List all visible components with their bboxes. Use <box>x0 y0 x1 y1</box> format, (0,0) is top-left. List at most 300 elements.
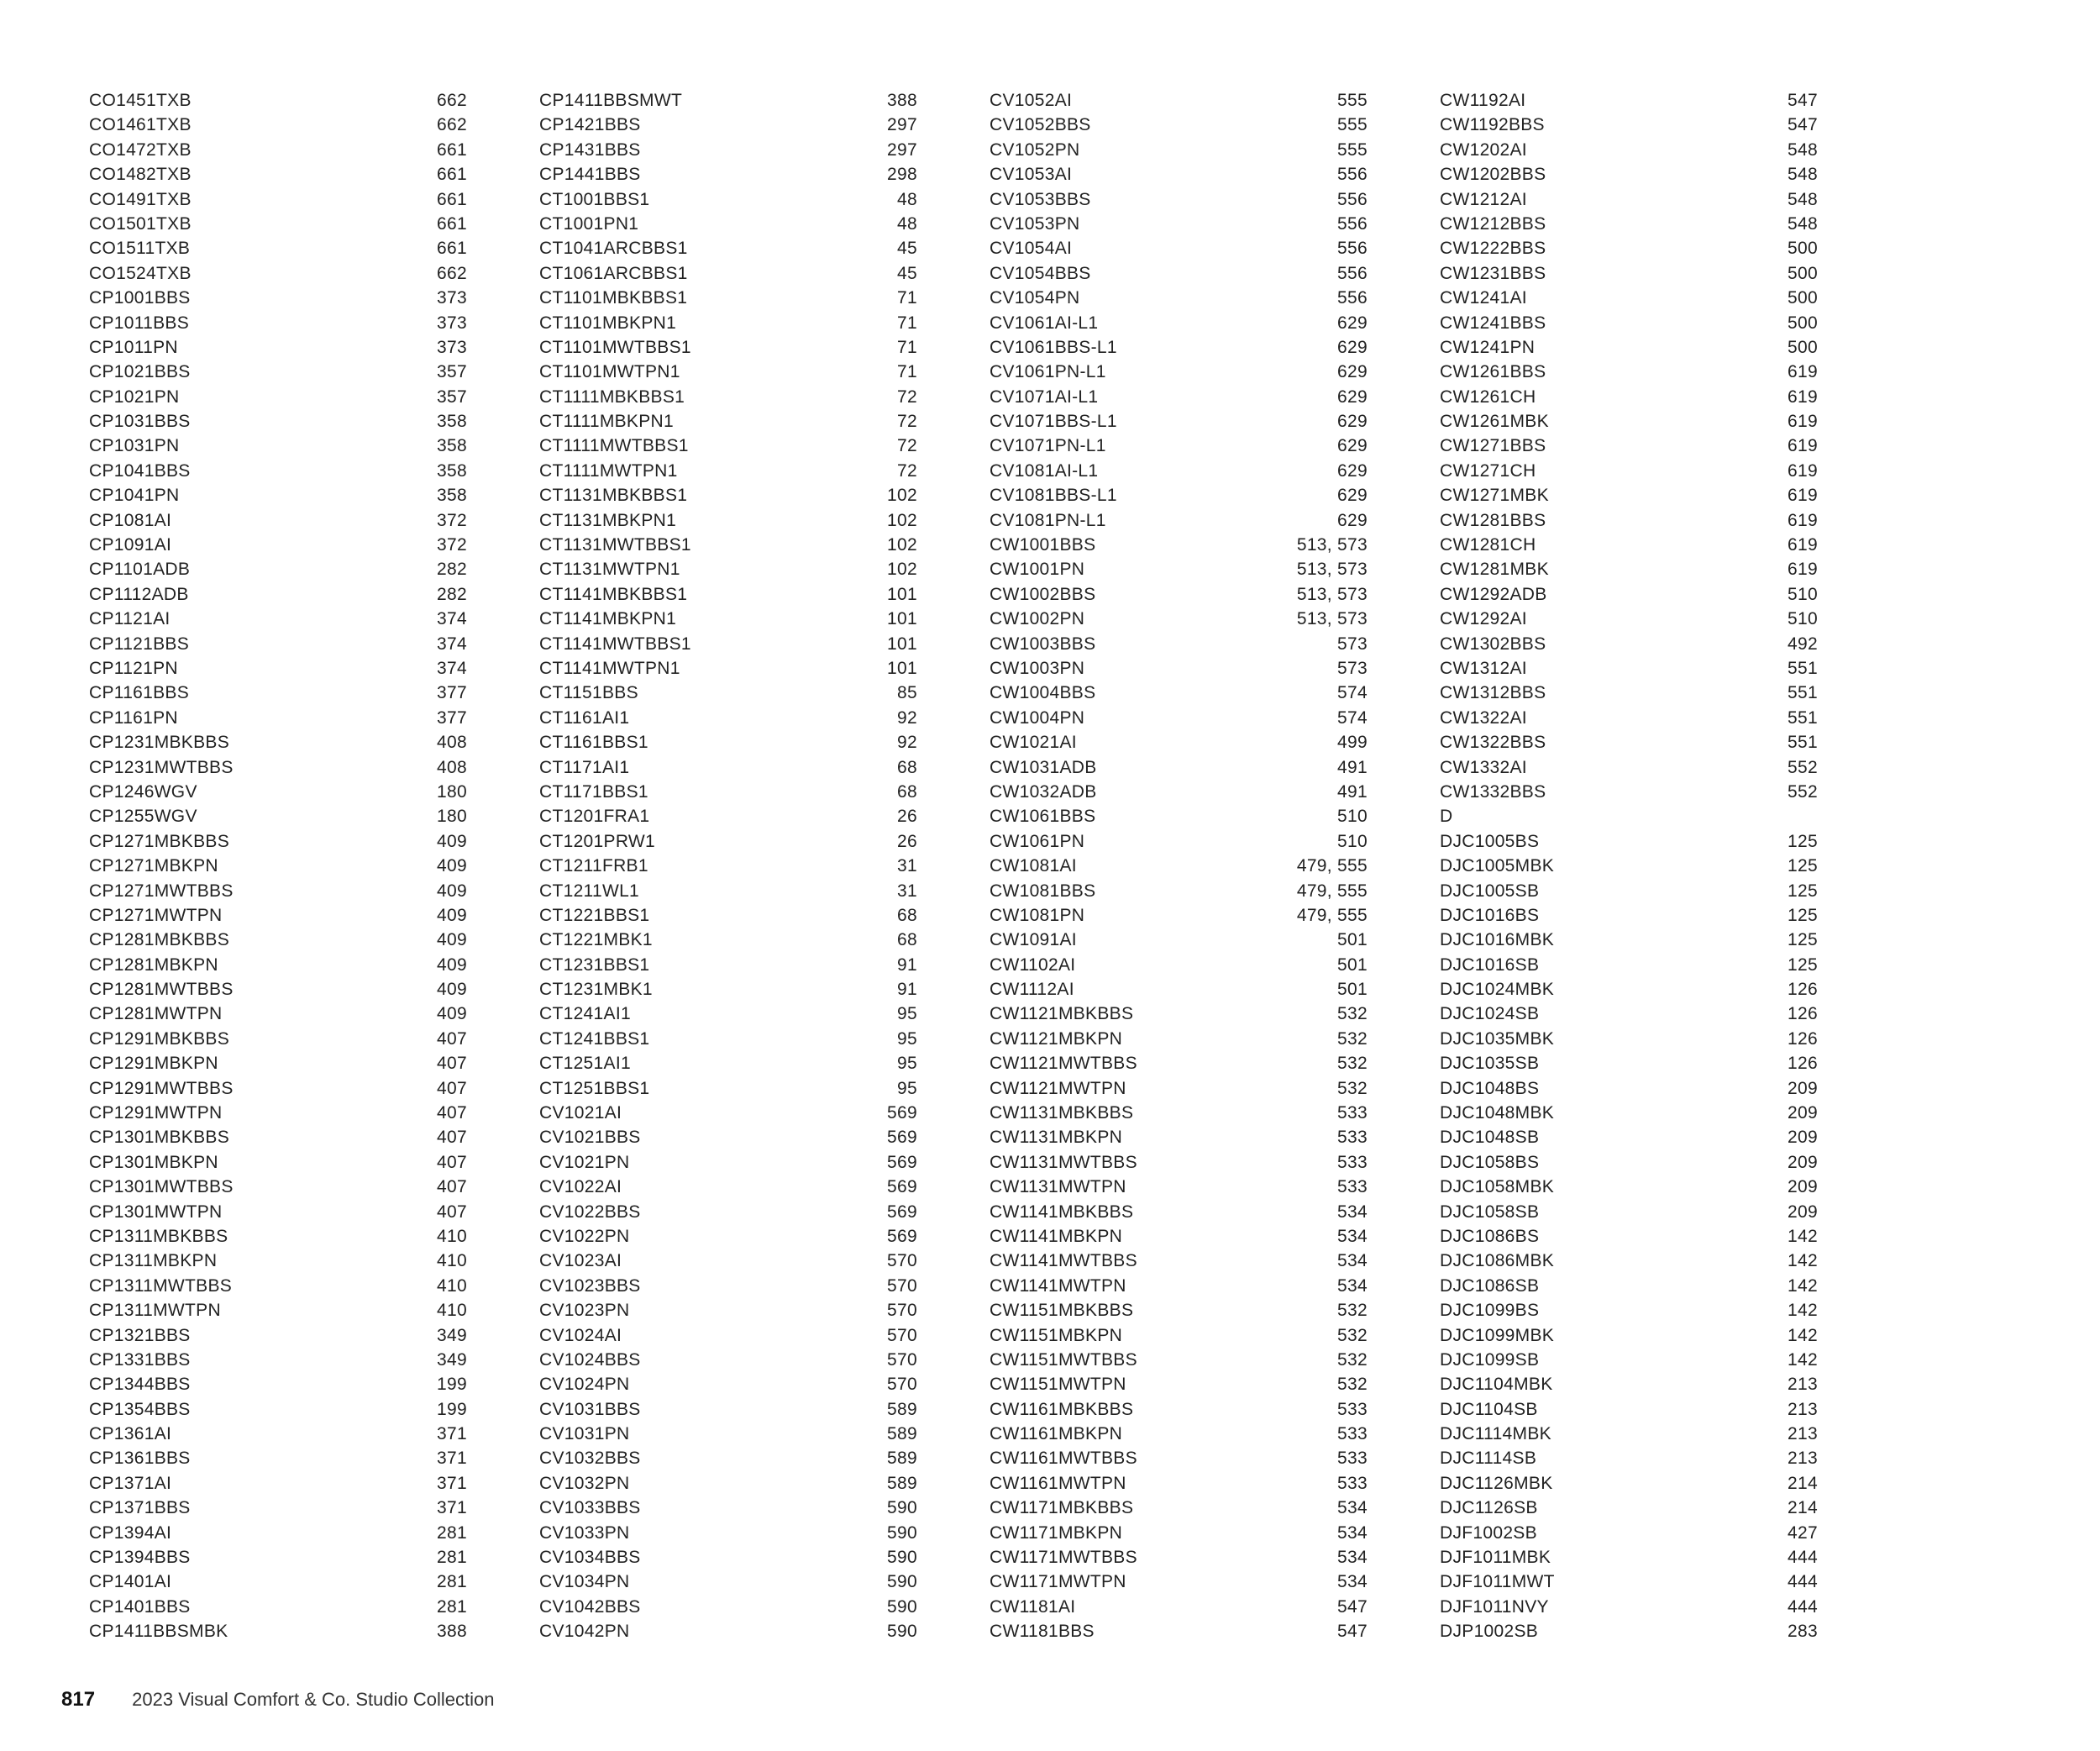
page-reference: 410 <box>437 1226 467 1246</box>
page-reference: 661 <box>437 189 467 209</box>
index-entry <box>539 903 917 928</box>
page-reference: 532 <box>1337 1028 1368 1049</box>
index-entry <box>990 903 1368 928</box>
index-entry <box>990 1298 1368 1322</box>
page-reference: 102 <box>887 486 917 506</box>
index-entry <box>539 360 917 384</box>
page-reference: 556 <box>1337 263 1368 283</box>
product-code: CW1151MBKPN <box>990 1325 1123 1345</box>
index-entry <box>539 533 917 557</box>
index-entry <box>990 335 1368 360</box>
product-code: CP1231MBKBBS <box>89 733 230 753</box>
product-code: CP1271MWTBBS <box>89 881 234 901</box>
page-reference: 409 <box>437 930 467 950</box>
page-reference: 499 <box>1337 733 1368 753</box>
index-entry <box>990 459 1368 483</box>
index-entry <box>990 706 1368 730</box>
page-reference: 125 <box>1788 831 1818 851</box>
product-code: CV1033BBS <box>539 1498 641 1518</box>
page-reference: 126 <box>1788 1054 1818 1074</box>
index-entry <box>539 1496 917 1520</box>
product-code: CW1312BBS <box>1440 683 1546 703</box>
page-reference: 533 <box>1337 1152 1368 1172</box>
page-reference: 409 <box>437 831 467 851</box>
index-entry <box>539 1200 917 1224</box>
page-reference: 26 <box>897 807 917 827</box>
page-reference: 71 <box>897 362 917 382</box>
index-entry <box>990 261 1368 286</box>
product-code: CW1222BBS <box>1440 239 1546 259</box>
index-entry <box>1440 88 1818 113</box>
index-entry <box>539 804 917 828</box>
page-reference: 68 <box>897 757 917 777</box>
product-code: CW1002PN <box>990 609 1085 629</box>
index-entry <box>1440 879 1818 903</box>
product-code: CV1034BBS <box>539 1548 641 1568</box>
product-code: CP1246WGV <box>89 781 197 802</box>
index-entry <box>89 483 467 507</box>
product-code: CP1271MBKBBS <box>89 831 230 851</box>
product-code: CT1201FRA1 <box>539 807 650 827</box>
page-reference: 281 <box>437 1548 467 1568</box>
product-code: CP1112ADB <box>89 584 189 604</box>
page-reference: 534 <box>1337 1498 1368 1518</box>
page-reference: 71 <box>897 288 917 308</box>
page-reference: 513, 573 <box>1296 609 1368 629</box>
page-reference: 388 <box>887 91 917 110</box>
page-reference: 209 <box>1788 1078 1818 1098</box>
product-code: CP1311MWTPN <box>89 1301 221 1321</box>
page-reference: 209 <box>1788 1103 1818 1123</box>
index-entry <box>539 459 917 483</box>
index-entry <box>89 1595 467 1619</box>
page-reference: 662 <box>437 115 467 135</box>
product-code: CP1031BBS <box>89 412 191 432</box>
page-reference: 661 <box>437 213 467 234</box>
product-code: CP1371BBS <box>89 1498 191 1518</box>
index-entry <box>89 261 467 286</box>
product-code: CT1001BBS1 <box>539 189 650 209</box>
product-code: CW1202AI <box>1440 139 1527 160</box>
index-entry <box>539 1570 917 1594</box>
product-code: CW1161MBKPN <box>990 1424 1123 1444</box>
index-entry <box>1440 1125 1818 1149</box>
product-code: DJC1099SB <box>1440 1349 1540 1370</box>
product-code: DJC1048SB <box>1440 1128 1540 1148</box>
product-code: CV1024BBS <box>539 1349 641 1370</box>
page-reference: 373 <box>437 337 467 357</box>
index-entry <box>1440 681 1818 705</box>
publication-title: 2023 Visual Comfort & Co. Studio Collection <box>132 1689 495 1710</box>
index-entry <box>539 1521 917 1545</box>
page-reference: 142 <box>1788 1251 1818 1271</box>
page-reference: 534 <box>1337 1548 1368 1568</box>
index-entry <box>990 1570 1368 1594</box>
index-entry <box>1440 1595 1818 1619</box>
product-code: CT1241AI1 <box>539 1004 631 1024</box>
page-reference: 95 <box>897 1004 917 1024</box>
index-column-3 <box>990 88 1368 1644</box>
page-reference: 590 <box>887 1622 917 1642</box>
page-reference: 573 <box>1337 634 1368 654</box>
product-code: CP1281MWTPN <box>89 1004 223 1024</box>
product-code: CW1021AI <box>990 733 1077 753</box>
product-code: CP1121AI <box>89 609 171 629</box>
index-entry <box>990 557 1368 581</box>
product-code: DJC1058MBK <box>1440 1177 1555 1197</box>
page-reference: 629 <box>1337 337 1368 357</box>
product-code: DJC1016SB <box>1440 954 1540 975</box>
product-code: CW1003PN <box>990 658 1085 678</box>
index-entry <box>539 1051 917 1075</box>
page-reference: 629 <box>1337 510 1368 530</box>
index-entry <box>990 582 1368 607</box>
product-code: CP1271MBKPN <box>89 856 218 876</box>
index-entry <box>990 1446 1368 1470</box>
index-entry <box>1440 1298 1818 1322</box>
index-entry <box>1440 1471 1818 1496</box>
page-reference: 371 <box>437 1498 467 1518</box>
product-code: CT1131MWTBBS1 <box>539 535 691 555</box>
index-entry <box>1440 1150 1818 1175</box>
index-entry <box>1440 607 1818 631</box>
product-code: DJC1086MBK <box>1440 1251 1555 1271</box>
product-code: CW1121MWTBBS <box>990 1054 1137 1074</box>
page-reference: 534 <box>1337 1251 1368 1271</box>
product-code: CT1131MWTPN1 <box>539 560 680 580</box>
index-entry <box>539 632 917 656</box>
index-entry <box>539 113 917 137</box>
page-reference: 409 <box>437 1004 467 1024</box>
page-reference: 85 <box>897 683 917 703</box>
product-code: CO1524TXB <box>89 263 192 283</box>
product-code: CW1171MBKPN <box>990 1522 1123 1543</box>
product-code: CW1161MWTPN <box>990 1473 1126 1493</box>
page-reference: 551 <box>1788 683 1818 703</box>
index-entry <box>1440 780 1818 804</box>
product-code: CW1141MBKBBS <box>990 1202 1134 1222</box>
page-reference: 95 <box>897 1028 917 1049</box>
product-code: CP1041PN <box>89 486 180 506</box>
page-reference: 589 <box>887 1399 917 1419</box>
page-reference: 209 <box>1788 1177 1818 1197</box>
page-reference: 590 <box>887 1522 917 1543</box>
index-entry <box>539 755 917 780</box>
index-entry <box>89 212 467 236</box>
page-reference: 407 <box>437 1028 467 1049</box>
index-entry <box>539 1471 917 1496</box>
index-entry <box>89 953 467 977</box>
product-code: CV1061AI-L1 <box>990 313 1099 333</box>
page-reference: 569 <box>887 1128 917 1148</box>
page-reference: 68 <box>897 781 917 802</box>
product-code: CW1271CH <box>1440 460 1536 481</box>
page-reference: 551 <box>1788 733 1818 753</box>
product-code: CP1011BBS <box>89 313 190 333</box>
page-reference: 281 <box>437 1572 467 1592</box>
index-entry <box>539 88 917 113</box>
product-code: CW1292AI <box>1440 609 1527 629</box>
index-entry <box>990 1076 1368 1101</box>
page-reference: 589 <box>887 1449 917 1469</box>
product-code: CW1322BBS <box>1440 733 1546 753</box>
page-reference: 569 <box>887 1202 917 1222</box>
index-entry <box>990 804 1368 828</box>
product-code: CP1041BBS <box>89 460 191 481</box>
index-entry <box>1440 656 1818 681</box>
page-reference: 479, 555 <box>1296 856 1368 876</box>
index-entry <box>539 953 917 977</box>
index-entry <box>89 434 467 458</box>
index-entry <box>539 434 917 458</box>
product-code: CP1411BBSMBK <box>89 1622 228 1642</box>
product-code: CT1251BBS1 <box>539 1078 650 1098</box>
index-entry <box>89 1150 467 1175</box>
page-reference: 500 <box>1788 263 1818 283</box>
index-entry <box>1440 1619 1818 1643</box>
index-entry <box>1440 533 1818 557</box>
index-entry <box>1440 1570 1818 1594</box>
product-code: CW1181AI <box>990 1596 1076 1617</box>
page-reference: 532 <box>1337 1325 1368 1345</box>
product-code: CW1241PN <box>1440 337 1536 357</box>
index-entry <box>89 335 467 360</box>
page-reference: 501 <box>1337 930 1368 950</box>
index-entry <box>990 360 1368 384</box>
product-code: CT1161AI1 <box>539 707 630 728</box>
index-entry <box>89 1570 467 1594</box>
page-reference: 199 <box>437 1375 467 1395</box>
index-entry <box>539 854 917 878</box>
page-reference: 125 <box>1788 954 1818 975</box>
product-code: CP1161BBS <box>89 683 190 703</box>
page-reference: 444 <box>1788 1596 1818 1617</box>
page-reference: 101 <box>887 658 917 678</box>
product-code: CT1101MBKBBS1 <box>539 288 688 308</box>
page-reference: 142 <box>1788 1349 1818 1370</box>
product-code: DJC1114SB <box>1440 1449 1537 1469</box>
index-entry <box>539 1422 917 1446</box>
product-code: CP1371AI <box>89 1473 172 1493</box>
index-entry <box>539 1397 917 1422</box>
page-reference: 91 <box>897 954 917 975</box>
index-entry <box>89 1471 467 1496</box>
page-reference: 533 <box>1337 1449 1368 1469</box>
product-code: CP1121PN <box>89 658 178 678</box>
index-entry <box>89 1002 467 1026</box>
index-entry <box>89 607 467 631</box>
index-entry <box>539 508 917 533</box>
product-code: CW1061PN <box>990 831 1085 851</box>
product-code: CT1221MBK1 <box>539 930 653 950</box>
page-reference: 510 <box>1337 807 1368 827</box>
page-reference: 102 <box>887 510 917 530</box>
index-entry <box>1440 1002 1818 1026</box>
page-reference: 298 <box>887 165 917 185</box>
product-code: CW1161MWTBBS <box>990 1449 1137 1469</box>
index-entry <box>89 557 467 581</box>
index-entry <box>539 1150 917 1175</box>
product-code: CW1121MWTPN <box>990 1078 1126 1098</box>
product-code: CP1301MBKBBS <box>89 1128 230 1148</box>
page-reference: 407 <box>437 1177 467 1197</box>
product-code: DJP1002SB <box>1440 1622 1539 1642</box>
product-code: CT1221BBS1 <box>539 905 650 925</box>
page-reference: 556 <box>1337 189 1368 209</box>
index-entry <box>89 1200 467 1224</box>
index-entry <box>89 681 467 705</box>
page-reference: 500 <box>1788 239 1818 259</box>
page-reference: 409 <box>437 905 467 925</box>
page-reference: 349 <box>437 1325 467 1345</box>
product-code: CV1031BBS <box>539 1399 641 1419</box>
index-entry <box>990 1397 1368 1422</box>
index-entry <box>89 582 467 607</box>
index-entry <box>89 1027 467 1051</box>
index-entry <box>1440 829 1818 854</box>
page-reference: 629 <box>1337 412 1368 432</box>
index-entry <box>1440 311 1818 335</box>
product-code: CP1291MBKBBS <box>89 1028 230 1049</box>
index-entry <box>89 1101 467 1125</box>
page-reference: 534 <box>1337 1275 1368 1296</box>
page-reference: 72 <box>897 436 917 456</box>
page-reference: 661 <box>437 139 467 160</box>
page-reference: 479, 555 <box>1296 881 1368 901</box>
index-entry <box>1440 854 1818 878</box>
page-reference: 358 <box>437 436 467 456</box>
page-reference: 372 <box>437 535 467 555</box>
product-code: CP1361BBS <box>89 1449 191 1469</box>
product-code: CT1231BBS1 <box>539 954 650 975</box>
page-reference: 31 <box>897 856 917 876</box>
page-reference: 534 <box>1337 1522 1368 1543</box>
index-entry <box>990 1224 1368 1249</box>
index-entry <box>539 385 917 409</box>
product-code: CW1151MBKBBS <box>990 1301 1134 1321</box>
page-reference: 377 <box>437 683 467 703</box>
index-entry <box>990 632 1368 656</box>
index-column-2 <box>539 88 917 1644</box>
product-code: CV1021BBS <box>539 1128 641 1148</box>
index-entry <box>539 1595 917 1619</box>
product-code: CV1054PN <box>990 288 1080 308</box>
page-reference: 570 <box>887 1375 917 1395</box>
index-entry <box>990 311 1368 335</box>
page-reference: 548 <box>1788 189 1818 209</box>
index-entry <box>1440 113 1818 137</box>
index-entry <box>1440 804 1818 828</box>
product-code: CW1202BBS <box>1440 165 1546 185</box>
page-reference: 371 <box>437 1473 467 1493</box>
product-code: CV1054BBS <box>990 263 1091 283</box>
product-code: CO1511TXB <box>89 239 191 259</box>
page-reference: 569 <box>887 1177 917 1197</box>
index-entry <box>539 1348 917 1372</box>
index-entry <box>1440 1545 1818 1570</box>
page-reference: 213 <box>1788 1399 1818 1419</box>
page-reference: 570 <box>887 1301 917 1321</box>
page-reference: 92 <box>897 733 917 753</box>
index-entry <box>539 607 917 631</box>
index-entry <box>539 1175 917 1199</box>
product-code: CW1271MBK <box>1440 486 1549 506</box>
product-code: CP1021PN <box>89 386 180 407</box>
page-reference: 513, 573 <box>1296 560 1368 580</box>
product-code: CV1071BBS-L1 <box>990 412 1117 432</box>
page-reference: 102 <box>887 560 917 580</box>
page-reference: 282 <box>437 584 467 604</box>
product-code: CV1053AI <box>990 165 1073 185</box>
index-column-1 <box>89 88 467 1644</box>
index-entry <box>89 854 467 878</box>
page-reference: 213 <box>1788 1375 1818 1395</box>
page-reference: 629 <box>1337 362 1368 382</box>
product-code: CW1171MBKBBS <box>990 1498 1134 1518</box>
page-reference: 551 <box>1788 707 1818 728</box>
product-code: CW1141MWTBBS <box>990 1251 1137 1271</box>
page-reference: 297 <box>887 115 917 135</box>
index-entry <box>539 928 917 952</box>
page-reference: 590 <box>887 1548 917 1568</box>
index-entry <box>1440 1175 1818 1199</box>
product-code: DJC1016BS <box>1440 905 1540 925</box>
product-code: CW1292ADB <box>1440 584 1547 604</box>
page-reference: 409 <box>437 856 467 876</box>
page-reference: 213 <box>1788 1424 1818 1444</box>
page-reference: 491 <box>1337 757 1368 777</box>
product-code: DJF1011MBK <box>1440 1548 1551 1568</box>
product-code: DJC1005SB <box>1440 881 1540 901</box>
index-entry <box>990 1027 1368 1051</box>
product-code: CV1052AI <box>990 91 1073 110</box>
page-reference: 570 <box>887 1349 917 1370</box>
index-entry <box>990 533 1368 557</box>
product-code: CP1311MBKPN <box>89 1251 218 1271</box>
product-code: CW1192AI <box>1440 91 1526 110</box>
page-reference: 574 <box>1337 707 1368 728</box>
index-entry <box>1440 138 1818 162</box>
page-reference: 510 <box>1788 609 1818 629</box>
page-reference: 125 <box>1788 856 1818 876</box>
product-code: CT1141MBKPN1 <box>539 609 677 629</box>
product-code: DJF1011MWT <box>1440 1572 1555 1592</box>
product-code: CO1491TXB <box>89 189 192 209</box>
product-code: CP1001BBS <box>89 288 191 308</box>
index-entry <box>89 113 467 137</box>
product-code: CV1081AI-L1 <box>990 460 1099 481</box>
index-entry <box>89 1323 467 1348</box>
page-reference: 533 <box>1337 1177 1368 1197</box>
index-entry <box>990 1274 1368 1298</box>
product-code: CP1281MBKBBS <box>89 930 230 950</box>
page-reference: 408 <box>437 757 467 777</box>
product-code: DJC1114MBK <box>1440 1424 1551 1444</box>
product-code: CW1102AI <box>990 954 1076 975</box>
product-code: CT1161BBS1 <box>539 733 648 753</box>
index-entry <box>539 706 917 730</box>
index-entry <box>89 780 467 804</box>
index-entry <box>1440 1521 1818 1545</box>
page-reference: 374 <box>437 658 467 678</box>
product-code: CT1101MBKPN1 <box>539 313 677 333</box>
index-entry <box>1440 1323 1818 1348</box>
index-entry <box>539 261 917 286</box>
product-code: CW1081PN <box>990 905 1085 925</box>
index-entry <box>990 607 1368 631</box>
page-reference: 662 <box>437 263 467 283</box>
product-code: CV1042PN <box>539 1622 630 1642</box>
